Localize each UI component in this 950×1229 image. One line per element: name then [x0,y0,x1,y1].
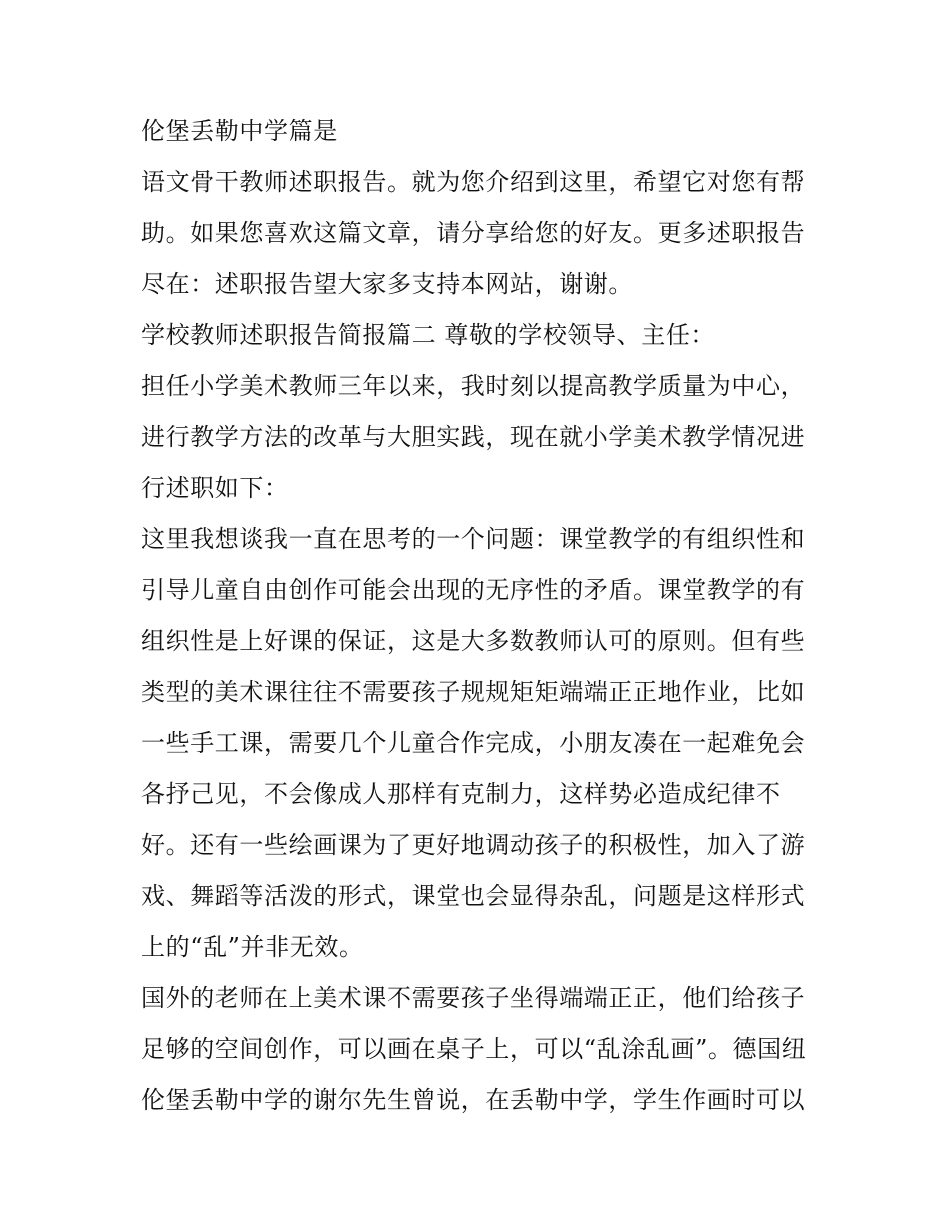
text-line: 这里我想谈我一直在思考的一个问题：课堂教学的有组织性和 [141,525,806,553]
text-line: 组织性是上好课的保证，这是大多数教师认可的原则。但有些 [141,627,806,655]
text-line: 各抒己见，不会像成人那样有克制力，这样势必造成纪律不 [141,780,781,808]
text-line: 语文骨干教师述职报告。就为您介绍到这里，希望它对您有帮 [141,168,806,196]
text-line: 尽在：述职报告望大家多支持本网站，谢谢。 [141,270,633,298]
text-line: 足够的空间创作，可以画在桌子上，可以“乱涂乱画”。德国纽 [141,1035,807,1063]
text-line: 担任小学美术教师三年以来，我时刻以提高教学质量为中心， [141,372,806,400]
text-line: 上的“乱”并非无效。 [141,933,364,961]
text-line: 助。如果您喜欢这篇文章，请分享给您的好友。更多述职报告 [141,219,806,247]
text-line: 类型的美术课往往不需要孩子规规矩矩端端正正地作业，比如 [141,678,806,706]
text-line: 引导儿童自由创作可能会出现的无序性的矛盾。课堂教学的有 [141,576,806,604]
text-line: 学校教师述职报告简报篇二 尊敬的学校领导、主任： [141,321,716,349]
text-line: 行述职如下： [141,474,289,502]
text-line: 好。还有一些绘画课为了更好地调动孩子的积极性，加入了游 [141,831,806,859]
text-line: 国外的老师在上美术课不需要孩子坐得端端正正，他们给孩子 [141,984,806,1012]
text-line: 伦堡丢勒中学篇是 [141,117,338,145]
text-line: 进行教学方法的改革与大胆实践，现在就小学美术教学情况进 [141,423,806,451]
text-line: 戏、舞蹈等活泼的形式，课堂也会显得杂乱，问题是这样形式 [141,882,806,910]
text-line: 伦堡丢勒中学的谢尔先生曾说，在丢勒中学，学生作画时可以 [141,1086,806,1114]
text-line: 一些手工课，需要几个儿童合作完成，小朋友凑在一起难免会 [141,729,806,757]
document-body [141,106,821,1126]
